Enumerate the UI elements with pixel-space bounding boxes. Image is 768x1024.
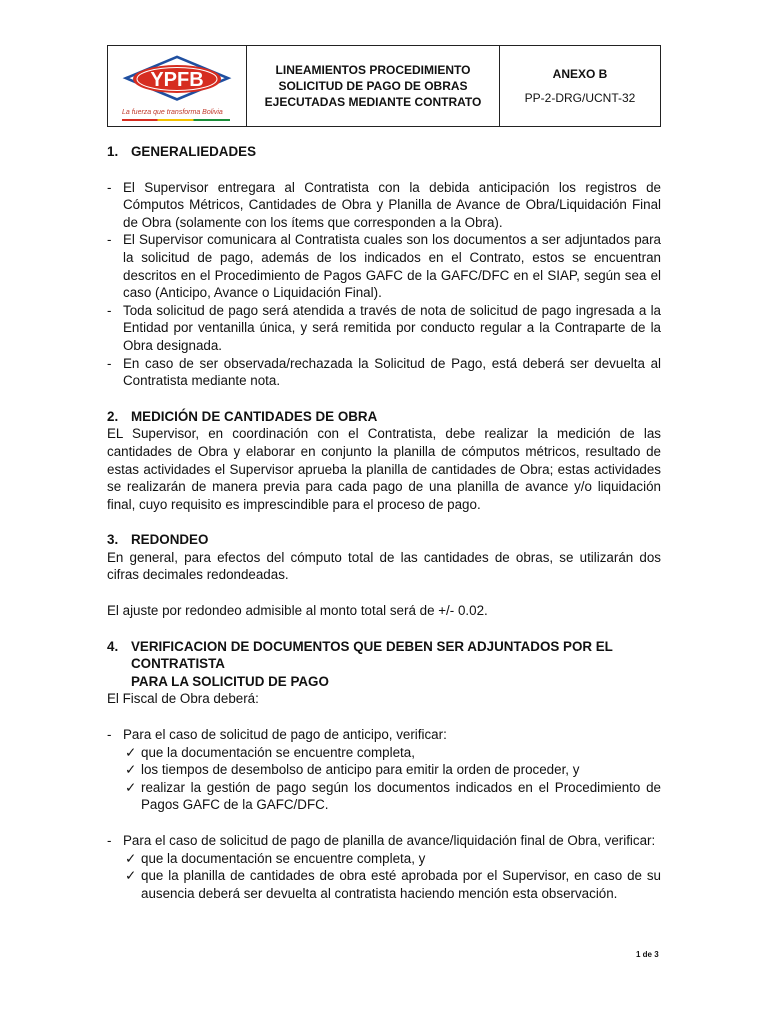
section-title-line-1: VERIFICACION DE DOCUMENTOS QUE DEBEN SER ADJUNTADOS POR EL CONTRATISTA <box>131 638 613 672</box>
annex-label: ANEXO B <box>552 67 608 81</box>
checkmark-icon: ✓ <box>125 779 137 795</box>
check-item: ✓ realizar la gestión de pago según los documentos indicados en el Procedimiento de Pagos GAFC de la GAFC/DFC. <box>125 779 661 813</box>
section-number: 2. <box>107 408 119 424</box>
list-item: - En caso de ser observada/rechazada la Solicitud de Pago, está deberá ser devuelta al Contratista mediante nota. <box>107 355 661 389</box>
section-2-heading <box>107 408 661 426</box>
document-code: PP-2-DRG/UCNT-32 <box>524 91 636 105</box>
section-title: MEDICIÓN DE CANTIDADES DE OBRA <box>131 408 378 424</box>
title-line-3: EJECUTADAS MEDIANTE CONTRATO <box>264 95 482 109</box>
section-3-heading <box>107 531 661 549</box>
check-item: ✓ que la documentación se encuentre completa, y <box>125 850 426 866</box>
section-title: REDONDEO <box>131 532 209 548</box>
section-number: 4. <box>107 638 119 654</box>
list-item: - Para el caso de solicitud de pago de anticipo, verificar: <box>107 727 447 743</box>
header-table <box>107 45 661 127</box>
list-item: - Para el caso de solicitud de pago de planilla de avance/liquidación final de Obra, verificar: <box>107 833 656 848</box>
check-item: ✓ que la documentación se encuentre completa, <box>125 744 415 760</box>
page-number: 1 de 3 <box>636 950 659 959</box>
section-3-adjustment: El ajuste por redondeo admisible al monto total será de +/- 0.02. <box>107 603 488 619</box>
svg-text:YPFB: YPFB <box>150 69 204 91</box>
title-line-2: SOLICITUD DE PAGO DE OBRAS <box>278 79 468 93</box>
section-1-heading <box>107 143 661 161</box>
section-number: 3. <box>107 532 119 548</box>
section-4-heading <box>107 638 661 691</box>
section-2-text: EL Supervisor, en coordinación con el Contratista, debe realizar la medición de las cantidades de Obra y elaborar en conjunto la planilla de cómputos métricos, resultado de estas actividades el Supervisor aprueba la planilla de cantidades de Obra; estas actividades se realizarán de manera previa para cada pago de una planilla de avance y/o liquidación final, cuyo requisito es imprescindible para el proceso de pago. <box>107 426 661 512</box>
section-number: 1. <box>107 144 119 159</box>
section-3-text: En general, para efectos del cómputo total de las cantidades de obras, se utilizarán dos cifras decimales redondeadas. <box>107 549 661 583</box>
checkmark-icon: ✓ <box>125 850 137 866</box>
title-line-1: LINEAMIENTOS PROCEDIMIENTO <box>275 63 471 77</box>
section-title-line-2: PARA LA SOLICITUD DE PAGO <box>131 673 329 689</box>
list-item: - El Supervisor entregara al Contratista con la debida anticipación los registros de Cómputos Métricos, Cantidades de Obra y Planilla de Avance de Obra/Liquidación Final de Obra (solamente con los ítems que corresponden a la Obra). <box>107 179 661 230</box>
document-title <box>247 46 500 126</box>
list-item: - Toda solicitud de pago será atendida a través de nota de solicitud de pago ingresada a la Entidad por ventanilla única, y será remitida por conducto regular a la Contraparte de la Obra designada. <box>107 302 661 353</box>
logo-cell <box>108 46 247 126</box>
ypfb-logo <box>108 46 246 106</box>
check-item: ✓ los tiempos de desembolso de anticipo para emitir la orden de proceder, y <box>125 762 580 778</box>
code-cell <box>500 46 660 126</box>
checkmark-icon: ✓ <box>125 744 137 760</box>
section-4-intro: El Fiscal de Obra deberá: <box>107 691 259 707</box>
checkmark-icon: ✓ <box>125 762 137 778</box>
logo-tagline: La fuerza que transforma Bolivia <box>122 109 223 116</box>
section-title: GENERALIEDADES <box>131 144 256 159</box>
checkmark-icon: ✓ <box>125 868 137 884</box>
tagline-color-bar <box>122 119 230 121</box>
check-item: ✓ que la planilla de cantidades de obra esté aprobada por el Supervisor, en caso de su ausencia deberá ser devuelta al contratista haciendo mención esta observación. <box>125 868 661 901</box>
document-body <box>107 140 661 902</box>
list-item: - El Supervisor comunicara al Contratista cuales son los documentos a ser adjuntados para la solicitud de pago, además de los indicados en el Contrato, estos se encuentran descritos en el Procedimiento de Pagos GAFC de la GAFC/DFC en el SIAP, según sea el caso (Anticipo, Avance o Liquidación Final). <box>107 232 661 301</box>
